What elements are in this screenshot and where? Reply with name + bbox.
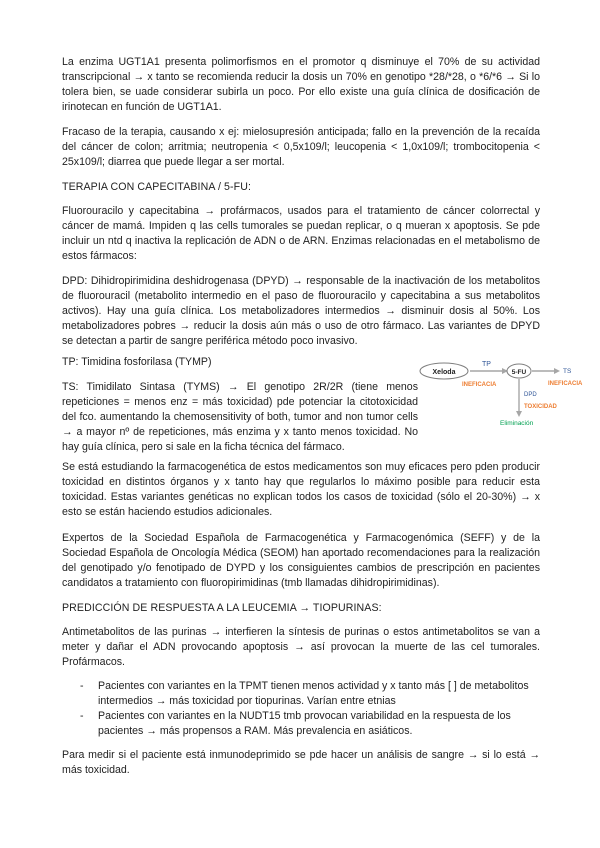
list-item-text: Pacientes con variantes en la TPMT tienen menos actividad y x tanto más [ ] de metabolitos intermedios → más toxicidad por tiopurinas. Varían entre etnias (98, 680, 529, 707)
ts-label: TS (563, 368, 572, 375)
paragraph-tp: TP: Timidina fosforilasa (TYMP) (62, 356, 212, 368)
paragraph-inmunodeprimido: Para medir si el paciente está inmunodeprimido se pde hacer un análisis de sangre → si lo está → más toxicidad. (62, 749, 540, 776)
metabolism-diagram (418, 357, 596, 432)
paragraph-antimetabolitos: Antimetabolitos de las purinas → interfieren la síntesis de purinas o estos antimetabolitos se van a meter y dañar el ADN provocando apoptosis → así provocan la muerte de las cel tumorales. Profármacos. (62, 626, 540, 668)
paragraph-fluorouracilo: Fluorouracilo y capecitabina → profármacos, usados para el tratamiento de cáncer colorrectal y cáncer de mamá. Impiden q las cells tumorales se puedan replicar, o q mueran x apoptosis. Se pde incluir un ntd q inactiva la replicación de ADN o de ARN. Enzimas relacionadas en el metabolismo de estos fármacos: (62, 205, 540, 262)
list-dash: - (80, 680, 84, 692)
arrowhead-fu-eliminacion (516, 411, 522, 417)
eliminacion-label: Eliminación (500, 420, 534, 427)
list-dash: - (80, 710, 84, 722)
paragraph-farmacogenetica: Se está estudiando la farmacogenética de estos medicamentos son muy eficaces pero pden producir toxicidad en distintos órganos y x tanto hay que regularlos lo máximo posible para reducir esta toxicidad. Estas variantes genéticas no explican todos los casos de toxicidad (sólo el 20-30%) → x esto se están haciendo estudios adicionales. (62, 461, 540, 518)
list-item (62, 679, 540, 709)
paragraph-ugt1a1: La enzima UGT1A1 presenta polimorfismos en el promotor q disminuye el 70% de su actividad transcripcional → x tanto se recomienda reducir la dosis un 70% en genotipo *28/*28, o *6/*6 → Si lo tolera bien, se uade considerar subirla un poco. Por ello existe una guía clínica de dosificación de irinotecan en función de UGT1A1. (62, 56, 540, 113)
metabolism-diagram-svg (418, 357, 596, 432)
list-item (62, 709, 540, 739)
list-item-text: Pacientes con variantes en la NUDT15 tmb provocan variabilidad en la respuesta de los pacientes → más propensos a RAM. Más prevalencia en asiáticos. (98, 710, 511, 737)
fu-label: 5-FU (511, 369, 527, 376)
ineficacia-right-label: INEFICACIA (548, 381, 583, 387)
dpd-label: DPD (524, 392, 537, 398)
heading-capecitabina: TERAPIA CON CAPECITABINA / 5-FU: (62, 181, 252, 193)
heading-leucemia: PREDICCIÓN DE RESPUESTA A LA LEUCEMIA → TIOPURINAS: (62, 602, 382, 614)
paragraph-seff-seom: Expertos de la Sociedad Española de Farmacogenética y Farmacogenómica (SEFF) y de la Sociedad Española de Oncología Médica (SEOM) han aportado recomendaciones para la realización del genotipado y/o fenotipado de DYPD y los consiguientes cambios de prescripción en pacientes candidatos a tratamiento con fluoropirimidinas (tmb llamadas dihidropirimidinas). (62, 532, 540, 589)
xeloda-label: Xeloda (432, 369, 456, 376)
tp-label: TP (482, 361, 491, 368)
paragraph-dpd: DPD: Dihidropirimidina deshidrogenasa (DPYD) → responsable de la inactivación de los metabolitos de fluorouracil (metabolito intermedio en el paso de fluorouracilo y capecitabina a sus metabolitos activos). Hay una guía clínica. Los metabolizadores intermedios → disminuir dosis al 50%. Los metabolizadores pobres → reducir la dosis aún más o uso de otro fármaco. Las variantes de DPYD se detectan a partir de sangre periférica método poco invasivo. (62, 275, 540, 347)
paragraph-therapy-failure: Fracaso de la terapia, causando x ej: mielosupresión anticipada; fallo en la prevención de la recaída del cáncer de colon; arritmia; neutropenia < 0,5x109/l; leucopenia < 1,0x109/l; trombocitopenia < 25x109/l; diarrea que puede llegar a ser mortal. (62, 126, 540, 168)
ineficacia-left-label: INEFICACIA (462, 382, 497, 388)
arrowhead-fu-ts (554, 368, 560, 374)
toxicidad-label: TOXICIDAD (524, 404, 557, 410)
paragraph-ts: TS: Timidilato Sintasa (TYMS) → El genotipo 2R/2R (tiene menos repeticiones = menos enz = más toxicidad) pde potenciar la citotoxicidad del fco. aumentando la chemosensitivity of both, tumor and non tumor cells → a mayor nº de repeticiones, más enzima y x tanto menos toxicidad. No hay guía clínica, pero si sale en la ficha técnica del fármaco. (62, 381, 418, 453)
variant-list (62, 679, 540, 739)
